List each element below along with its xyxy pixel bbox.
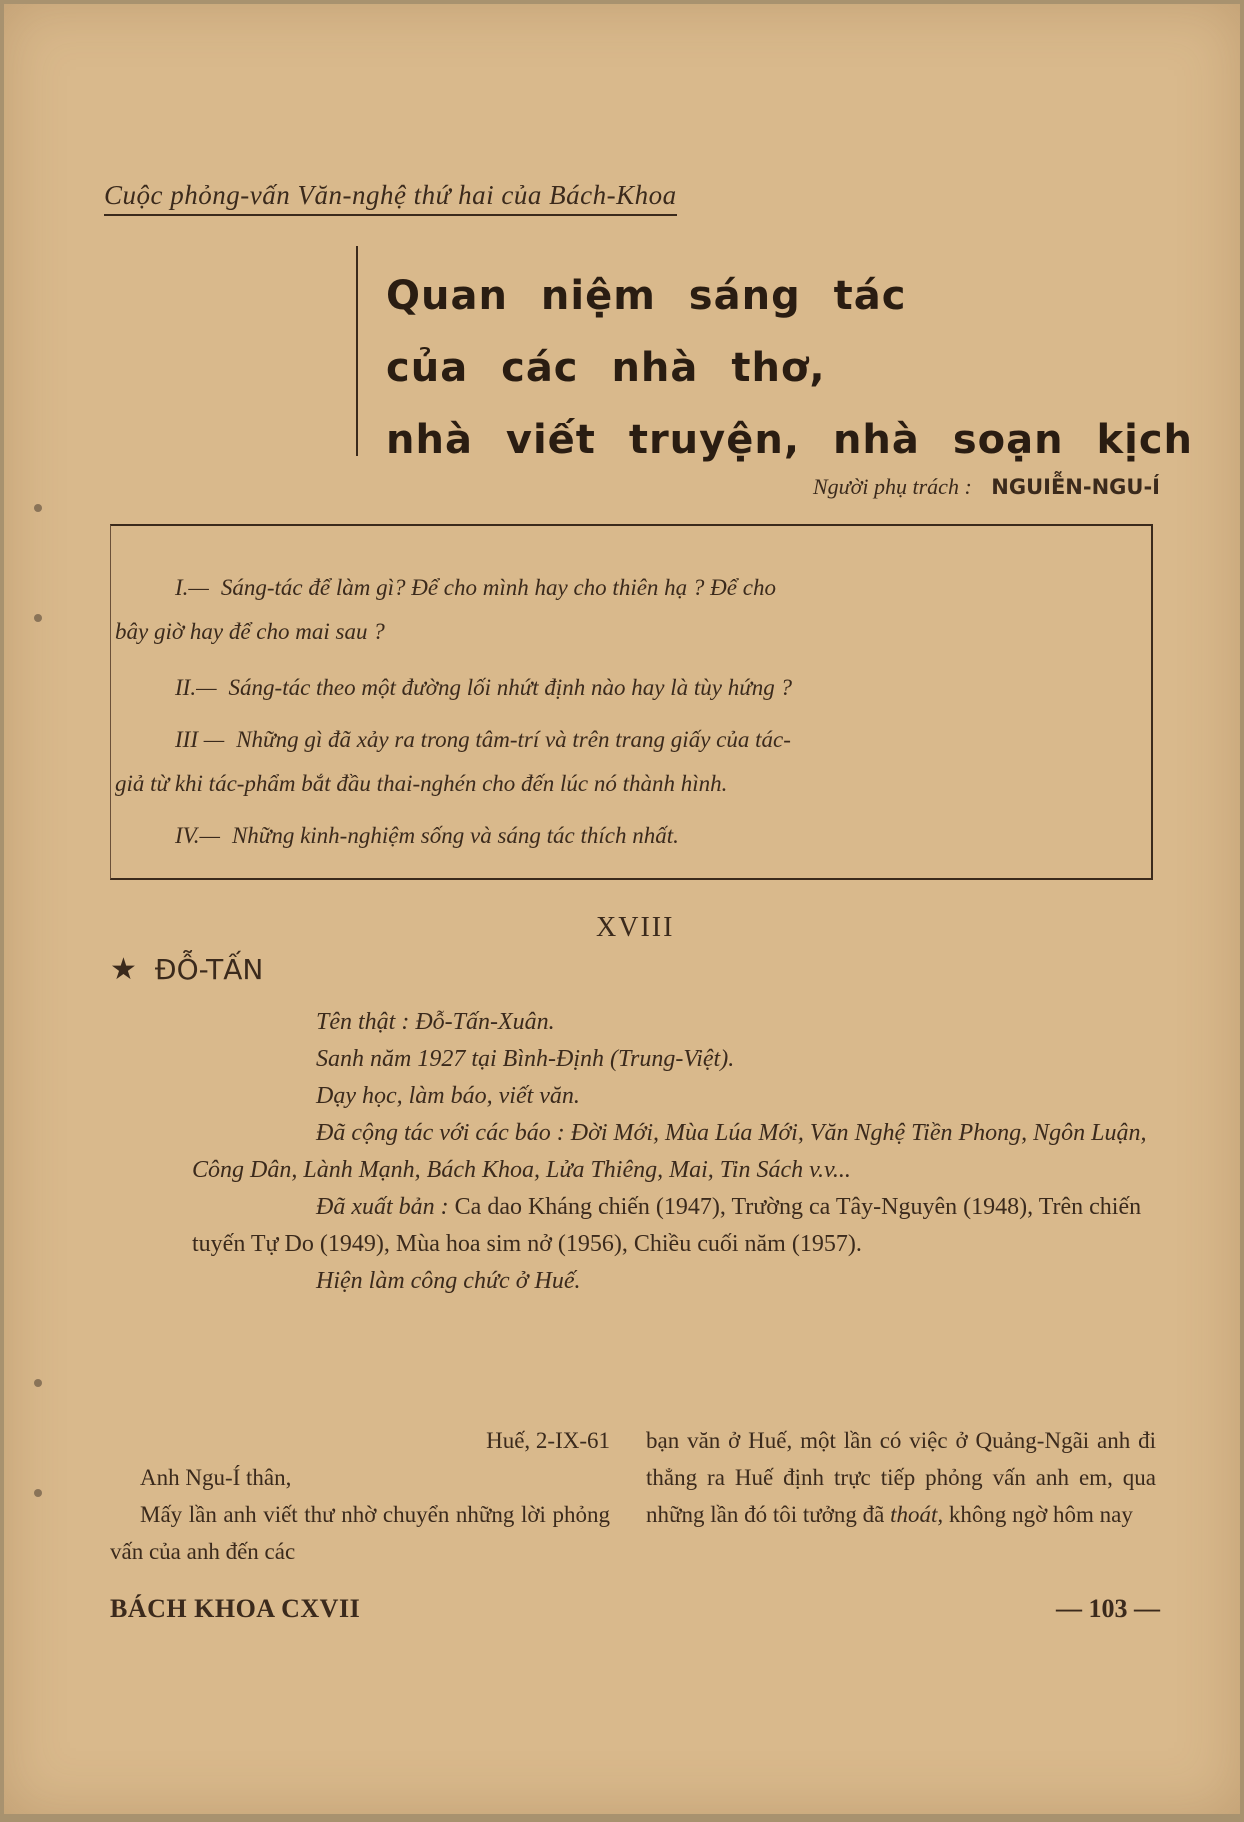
letter-body-right bbox=[646, 1422, 1156, 1533]
credit-label: Người phụ trách : bbox=[812, 474, 972, 499]
letter-emphasis: thoát, bbox=[890, 1502, 944, 1527]
star-icon: ★ bbox=[110, 952, 137, 987]
question-text: Những gì đã xảy ra trong tâm-trí và trên trang giấy của tác- bbox=[236, 727, 791, 752]
question-number: I.— bbox=[175, 575, 209, 600]
question-text: Những kinh-nghiệm sống và sáng tác thích nhất. bbox=[231, 823, 679, 848]
bio-born: Sanh năm 1927 tại Bình-Định (Trung-Việt). bbox=[316, 1046, 735, 1072]
title-line-2: của các nhà thơ, bbox=[386, 345, 826, 391]
bio-collab-list: Đời Mới, Mùa Lúa Mới, Văn Nghệ Tiền Phong, Ngôn Luận, Công Dân, Lành Mạnh, Bách Khoa, Lửa Thiêng, Mai, Tin Sách v.v... bbox=[192, 1120, 1147, 1183]
question-continuation: giả từ khi tác-phẩm bắt đầu thai-nghén cho đến lúc nó thành hình. bbox=[115, 771, 728, 796]
letter-column-left bbox=[110, 1422, 610, 1570]
bio-collab bbox=[192, 1115, 1154, 1189]
letter-column-right bbox=[646, 1422, 1156, 1533]
title-rule bbox=[356, 246, 358, 456]
binding-hole bbox=[34, 504, 42, 512]
article-title bbox=[386, 260, 1194, 476]
magazine-page bbox=[4, 4, 1240, 1814]
letter-text: không ngờ hôm nay bbox=[948, 1502, 1133, 1527]
section-number: XVIII bbox=[596, 912, 675, 943]
credit-name: NGUIỄN-NGU-Í bbox=[991, 475, 1160, 499]
title-line-3: nhà viết truyện, nhà soạn kịch bbox=[386, 417, 1194, 463]
binding-hole bbox=[34, 1379, 42, 1387]
question-number: IV.— bbox=[175, 823, 220, 848]
bio-published bbox=[192, 1189, 1154, 1263]
question-3 bbox=[115, 718, 1095, 806]
question-number: II.— bbox=[175, 675, 217, 700]
question-1 bbox=[115, 566, 1095, 654]
question-2 bbox=[175, 666, 1095, 710]
author-bio bbox=[192, 1004, 1154, 1300]
bio-collab-label: Đã cộng tác với các báo : bbox=[316, 1120, 565, 1146]
binding-hole bbox=[34, 614, 42, 622]
binding-hole bbox=[34, 1489, 42, 1497]
letter-greeting: Anh Ngu-Í thân, bbox=[140, 1465, 292, 1490]
title-line-1: Quan niệm sáng tác bbox=[386, 273, 907, 319]
author-name: ĐỖ-TẤN bbox=[154, 953, 264, 986]
bio-work: Dạy học, làm báo, viết văn. bbox=[316, 1083, 580, 1109]
editor-credit bbox=[813, 474, 1160, 500]
series-heading: Cuộc phỏng-vấn Văn-nghệ thứ hai của Bách-Khoa bbox=[104, 180, 677, 216]
question-continuation: bây giờ hay để cho mai sau ? bbox=[115, 619, 385, 644]
bio-real-name: Tên thật : Đỗ-Tấn-Xuân. bbox=[316, 1009, 555, 1035]
footer-magazine-issue: BÁCH KHOA CXVII bbox=[110, 1594, 361, 1623]
footer-page-number: — 103 — bbox=[1056, 1594, 1160, 1623]
question-number: III — bbox=[175, 727, 225, 752]
author-heading bbox=[110, 952, 263, 987]
question-text: Sáng-tác theo một đường lối nhứt định nào hay là tùy hứng ? bbox=[228, 675, 793, 700]
bio-published-list: Ca dao Kháng chiến (1947), Trường ca Tây-Nguyên (1948), Trên chiến tuyến Tự Do (1949), Mùa hoa sim nở (1956), Chiều cuối năm (1957). bbox=[192, 1194, 1142, 1257]
bio-published-label: Đã xuất bản : bbox=[316, 1194, 449, 1220]
question-4 bbox=[175, 814, 1095, 858]
question-text: Sáng-tác để làm gì? Để cho mình hay cho thiên hạ ? Để cho bbox=[220, 575, 776, 600]
letter-body-left: Mấy lần anh viết thư nhờ chuyển những lời phỏng vấn của anh đến các bbox=[110, 1502, 610, 1564]
bio-current: Hiện làm công chức ở Huế. bbox=[316, 1268, 581, 1294]
letter-text: bạn văn ở Huế, một lần có việc ở Quảng-Ngãi anh đi thẳng ra Huế định trực tiếp phỏng vấn anh em, qua những lần đó tôi tưởng đã bbox=[646, 1428, 1156, 1527]
letter-date: Huế, 2-IX-61 bbox=[486, 1428, 610, 1453]
questions-box bbox=[110, 524, 1153, 880]
